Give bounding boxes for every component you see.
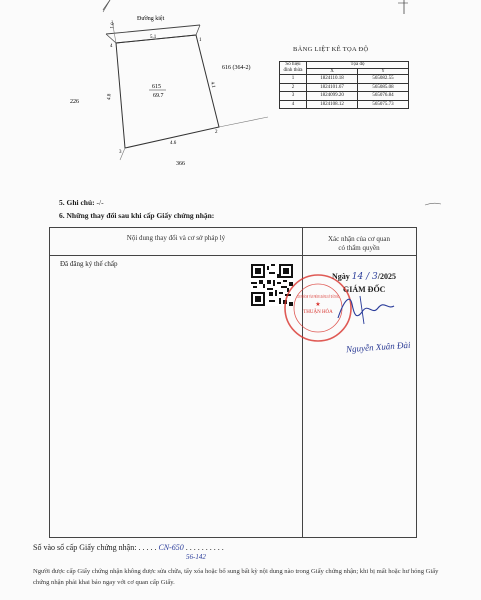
coord-col-x: X xyxy=(307,68,358,75)
vertex-3: 3 xyxy=(119,150,122,155)
changes-header-confirmation xyxy=(302,235,416,253)
coord-y: 565076.84 xyxy=(358,92,409,101)
edge-bottom-length: 4.6 xyxy=(170,141,177,146)
coord-no: 3 xyxy=(280,92,307,101)
neighbor-right: 616 (364-2) xyxy=(222,65,251,71)
table-row xyxy=(280,92,409,101)
coord-x: 1824099.20 xyxy=(307,92,358,101)
neighbor-bottom: 366 xyxy=(176,161,185,167)
changes-table xyxy=(49,227,417,538)
registration-number-line: Số vào sổ cấp Giấy chứng nhận: . . . . . CN-650 . . . . . . . . . . xyxy=(33,543,224,552)
edge-small-length: 1.0 xyxy=(110,22,117,30)
signer-position: GIÁM ĐỐC xyxy=(343,285,386,294)
date-handwritten: 14 / 3 xyxy=(351,272,378,282)
edge-top-length: 5.1 xyxy=(150,35,157,40)
coord-x: 1824108.12 xyxy=(307,100,358,109)
coord-x: 1824110.18 xyxy=(307,75,358,84)
note-6-heading: 6. Những thay đổi sau khi cấp Giấy chứng nhận: xyxy=(59,211,215,220)
vertex-2: 2 xyxy=(215,130,218,135)
road-label: Đường kiệt xyxy=(137,16,165,22)
neighbor-left: 226 xyxy=(70,99,79,105)
signer-name: Nguyễn Xuân Đài xyxy=(345,339,411,355)
registration-label: Số vào sổ cấp Giấy chứng nhận: xyxy=(33,543,137,552)
coord-col-coord: Tọa độ xyxy=(307,62,409,69)
coord-no: 2 xyxy=(280,83,307,92)
coord-no: 4 xyxy=(280,100,307,109)
registration-number: CN-650 xyxy=(158,543,184,552)
changes-header-confirmation-line2: có thẩm quyền xyxy=(338,244,380,252)
coord-table xyxy=(279,61,409,109)
stamp-center-text: THUẬN HÓA xyxy=(303,310,333,315)
note-5-label: 5. Ghi chú: xyxy=(59,198,95,207)
date-prefix: Ngày xyxy=(332,272,350,281)
coord-y: 565085.08 xyxy=(358,83,409,92)
coord-col-y: Y xyxy=(358,68,409,75)
note-5-value: -/- xyxy=(96,198,104,207)
coord-table-title: BẢNG LIỆT KÊ TỌA ĐỘ xyxy=(293,46,369,53)
coord-col-point: Số hiệu đỉnh thửa xyxy=(280,62,307,75)
date-year: /2025 xyxy=(377,272,396,281)
changes-header-confirmation-line1: Xác nhận của cơ quan xyxy=(327,235,390,243)
vertex-1: 1 xyxy=(199,38,202,43)
table-row xyxy=(280,75,409,84)
coord-y: 565082.55 xyxy=(358,75,409,84)
edge-right-length: 4.1 xyxy=(209,81,216,89)
signature-scribble xyxy=(330,290,400,330)
parcel-area: 69.7 xyxy=(153,93,164,99)
changes-header-content: Nội dung thay đổi và cơ sở pháp lý xyxy=(126,234,226,242)
warning-notice: Người được cấp Giấy chứng nhận không được sửa chữa, tẩy xóa hoặc bổ sung bất kỳ nội dung nào trong Giấy chứng nhận; khi bị mất hoặc hư hỏng Giấy chứng nhận phải khai báo ngay với cơ quan cấp Giấy. xyxy=(33,568,439,586)
table-row xyxy=(280,100,409,109)
vertex-4: 4 xyxy=(110,44,113,49)
stamp-ring-text: CHI NHÁNH VĂN PHÒNG ĐĂNG KÝ ĐẤT ĐAI xyxy=(297,294,340,299)
coord-no: 1 xyxy=(280,75,307,84)
table-row xyxy=(280,83,409,92)
edge-left-length: 4.8 xyxy=(107,93,113,101)
parcel-number: 615 xyxy=(152,84,161,90)
note-5 xyxy=(59,198,104,207)
coord-x: 1824101.67 xyxy=(307,83,358,92)
registration-sub-number: 56-142 xyxy=(186,553,206,561)
coord-y: 565075.73 xyxy=(358,100,409,109)
svg-text:★: ★ xyxy=(315,302,321,308)
change-entry-text: Đã đăng ký thế chấp xyxy=(60,260,118,268)
